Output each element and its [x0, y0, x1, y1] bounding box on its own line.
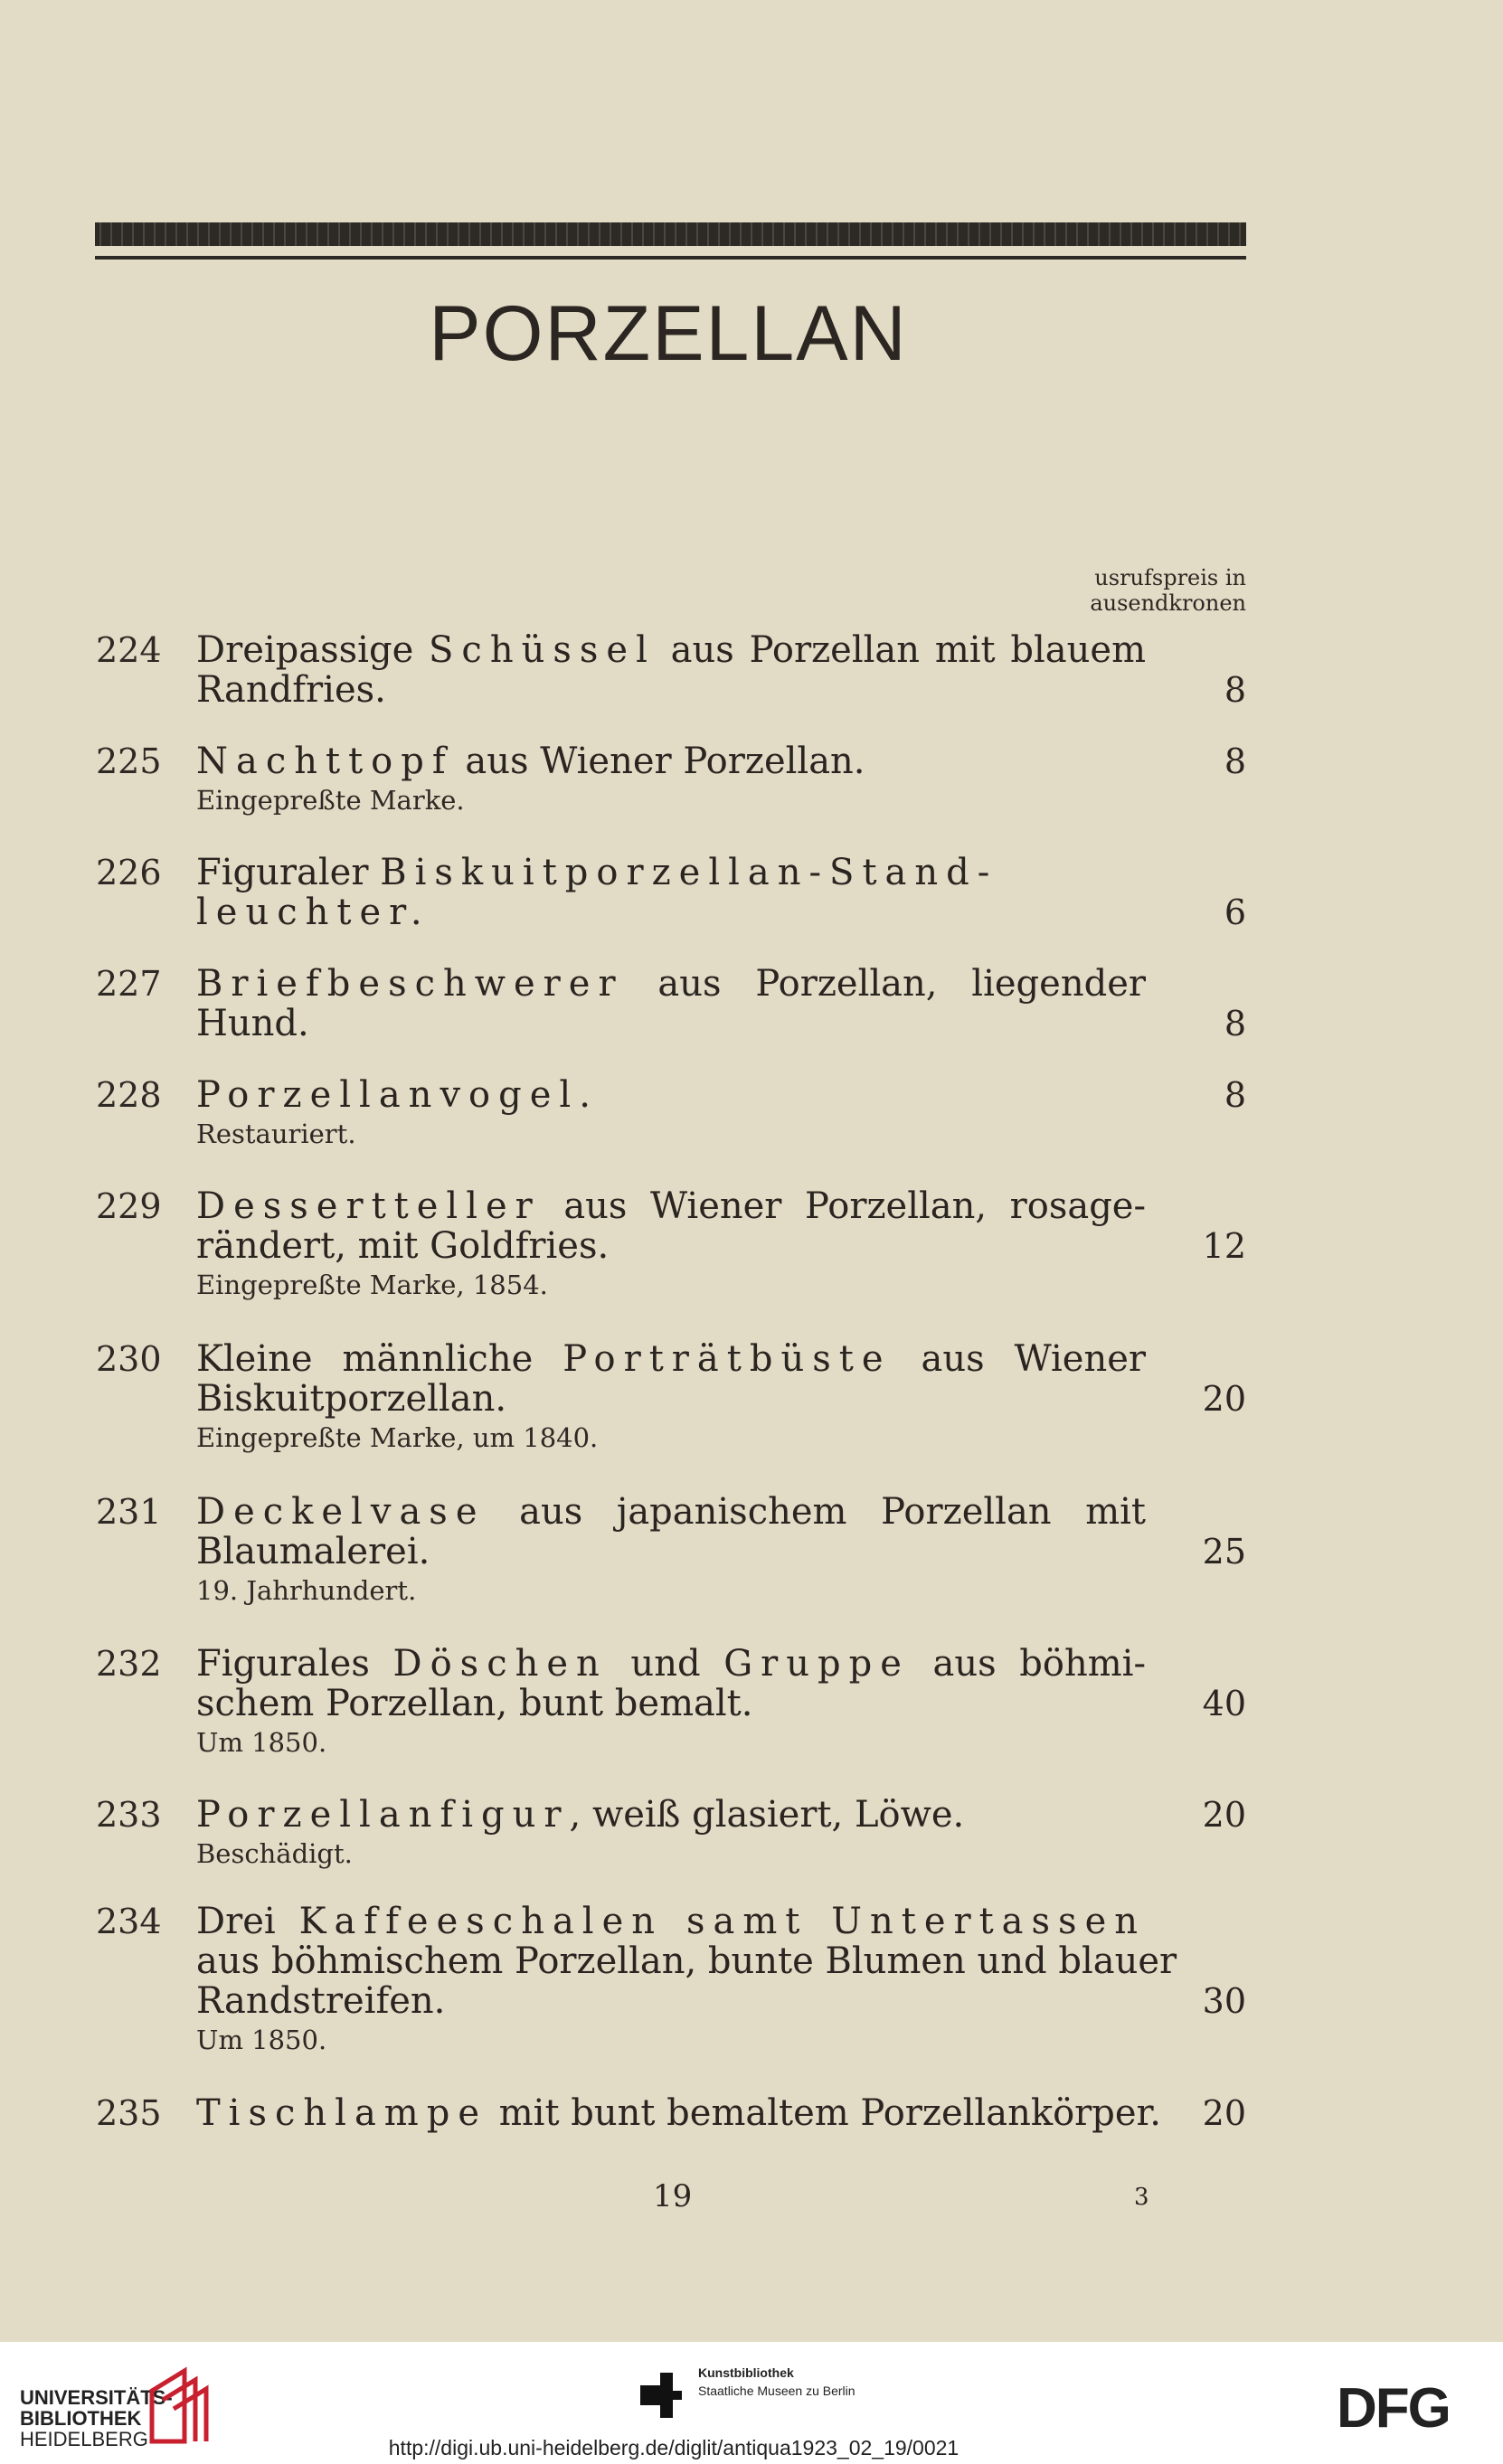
lot-note: Restauriert.	[196, 1119, 356, 1149]
lot-description-line	[196, 1644, 1146, 1684]
lot-text: Dreipassige	[196, 629, 430, 671]
kunstbibliothek-line2: Staatliche Museen zu Berlin	[698, 2384, 855, 2398]
lot-price: 40	[1202, 1684, 1246, 1723]
lot-description-line	[196, 853, 997, 892]
lot-keyword: leuchter.	[196, 892, 430, 933]
dfg-logo-icon[interactable]: DFG	[1337, 2377, 1450, 2440]
lot-number: 232	[96, 1644, 162, 1684]
permalink-url[interactable]: http://digi.ub.uni-heidelberg.de/diglit/antiqua1923_02_19/0021	[388, 2436, 959, 2459]
lot-text: schem Porzellan, bunt bemalt.	[196, 1683, 753, 1724]
lot-text: Blaumalerei.	[196, 1531, 430, 1572]
lot-keyword: Dessertteller	[196, 1185, 541, 1227]
lot-text: aus japanischem Porzellan mit	[485, 1491, 1146, 1533]
lot-description-line	[196, 1379, 506, 1419]
lot-price: 20	[1202, 2093, 1246, 2133]
lot-number: 227	[96, 964, 162, 1004]
lot-text: aus Wiener Porzellan.	[453, 741, 865, 782]
lot-description-line	[196, 1492, 1146, 1532]
lot-number: 228	[96, 1075, 162, 1115]
lot-text: aus böhmi-	[909, 1643, 1146, 1685]
lot-note: Beschädigt.	[196, 1838, 353, 1869]
lot-price: 6	[1224, 892, 1246, 932]
university-line3: HEIDELBERG	[20, 2428, 148, 2450]
lot-keyword: Porträtbüste	[562, 1338, 892, 1380]
lot-price: 30	[1202, 1981, 1246, 2021]
lot-description-line	[196, 1226, 609, 1266]
lot-price: 20	[1202, 1379, 1246, 1419]
lot-description-line	[196, 892, 430, 932]
header-rule-thick	[95, 222, 1246, 246]
digitization-footer	[0, 2342, 1503, 2464]
lot-description-line	[196, 1532, 430, 1572]
lot-text: , weiß glasiert, Löwe.	[569, 1794, 965, 1836]
lot-text: aus Porzellan, liegender	[623, 963, 1146, 1005]
lot-text: aus böhmischem Porzellan, bunte Blumen und blauer	[196, 1940, 1177, 1982]
lot-description-line	[196, 1339, 1146, 1379]
lot-number: 235	[96, 2093, 162, 2133]
lot-text: Figuraler	[196, 852, 381, 893]
lot-number: 234	[96, 1902, 162, 1941]
lot-number: 226	[96, 853, 162, 892]
signature-mark: 3	[1134, 2184, 1149, 2211]
lot-description-line	[196, 964, 1146, 1004]
lot-price: 12	[1202, 1226, 1246, 1266]
lot-description-line	[196, 1902, 1146, 1941]
lot-number: 231	[96, 1492, 162, 1532]
price-column-header-line2: ausendkronen	[1090, 590, 1246, 616]
lot-description-line	[196, 1684, 752, 1723]
lot-number: 224	[96, 630, 162, 670]
lot-keyword: Porzellanfigur	[196, 1794, 570, 1836]
lot-keyword: Porzellanvogel.	[196, 1074, 599, 1116]
lot-text: und	[607, 1643, 724, 1685]
lot-text: Hund.	[196, 1003, 309, 1044]
lot-keyword: Gruppe	[723, 1643, 910, 1685]
lot-price: 8	[1224, 1075, 1246, 1115]
lot-keyword: Untertassen	[831, 1901, 1147, 1942]
lot-text: Randstreifen.	[196, 1980, 446, 2022]
lot-description-line	[196, 670, 386, 710]
lot-text	[663, 1901, 686, 1942]
lot-description-line	[196, 1981, 445, 2021]
kunstbibliothek-line1: Kunstbibliothek	[698, 2365, 794, 2380]
lot-keyword: Schüssel	[429, 629, 656, 671]
lot-text: Drei	[196, 1901, 299, 1942]
lot-number: 230	[96, 1339, 162, 1379]
lot-note: Eingepreßte Marke, um 1840.	[196, 1422, 599, 1453]
lot-description-line	[196, 1795, 964, 1835]
lot-description-line	[196, 1940, 1177, 1982]
lot-keyword: Deckelvase	[196, 1491, 486, 1533]
lot-note: Um 1850.	[196, 1727, 327, 1758]
lot-keyword: Kaffeeschalen	[298, 1901, 664, 1942]
lot-number: 225	[96, 741, 162, 781]
lot-keyword: Briefbeschwerer	[196, 963, 624, 1005]
lot-price: 20	[1202, 1795, 1246, 1835]
lot-keyword: Tischlampe	[196, 2092, 488, 2134]
lot-description-line	[196, 1004, 309, 1043]
lot-text: rändert, mit Goldfries.	[196, 1225, 610, 1267]
lot-number: 229	[96, 1186, 162, 1226]
lot-text: Figurales	[196, 1643, 393, 1685]
lot-keyword: Nachttopf	[196, 741, 454, 782]
lot-description-line	[196, 1075, 599, 1115]
lot-note: Eingepreßte Marke.	[196, 785, 465, 816]
price-column-header	[1090, 565, 1246, 616]
lot-text: aus Wiener	[891, 1338, 1146, 1380]
lot-number: 233	[96, 1795, 162, 1835]
lot-price: 25	[1202, 1532, 1246, 1572]
lot-text: aus Wiener Porzellan, rosage-	[540, 1185, 1146, 1227]
lot-text: Biskuitporzellan.	[196, 1378, 507, 1420]
page-title: PORZELLAN	[429, 290, 908, 377]
kunstbibliothek-logo-icon[interactable]	[640, 2373, 684, 2418]
page-number: 19	[653, 2178, 693, 2214]
lot-description-line	[196, 741, 865, 781]
university-line2: BIBLIOTHEK	[20, 2407, 142, 2430]
lot-text: mit bunt bemaltem Porzellankörper.	[487, 2092, 1161, 2134]
lot-price: 8	[1224, 741, 1246, 781]
lot-keyword: Döschen	[392, 1643, 608, 1685]
lot-text	[808, 1901, 831, 1942]
lot-keyword: samt	[685, 1901, 808, 1942]
lot-price: 8	[1224, 1004, 1246, 1043]
price-column-header-line1: usrufspreis in	[1094, 565, 1246, 590]
lot-text: Randfries.	[196, 669, 386, 711]
university-line1: UNIVERSITÄTS-	[20, 2386, 173, 2409]
lot-note: Eingepreßte Marke, 1854.	[196, 1270, 548, 1300]
lot-description-line	[196, 1186, 1146, 1226]
lot-price: 8	[1224, 670, 1246, 710]
kunstbibliothek-label	[698, 2364, 855, 2400]
lot-description-line	[196, 630, 1146, 670]
lot-text: aus Porzellan mit blauem	[655, 629, 1147, 671]
lot-text: Kleine männliche	[196, 1338, 563, 1380]
header-rule-thin	[95, 256, 1246, 260]
lot-note: 19. Jahrhundert.	[196, 1575, 417, 1606]
lot-description-line	[196, 2093, 1161, 2133]
lot-note: Um 1850.	[196, 2025, 327, 2055]
lot-keyword: Biskuitporzellan-Stand-	[380, 852, 998, 893]
